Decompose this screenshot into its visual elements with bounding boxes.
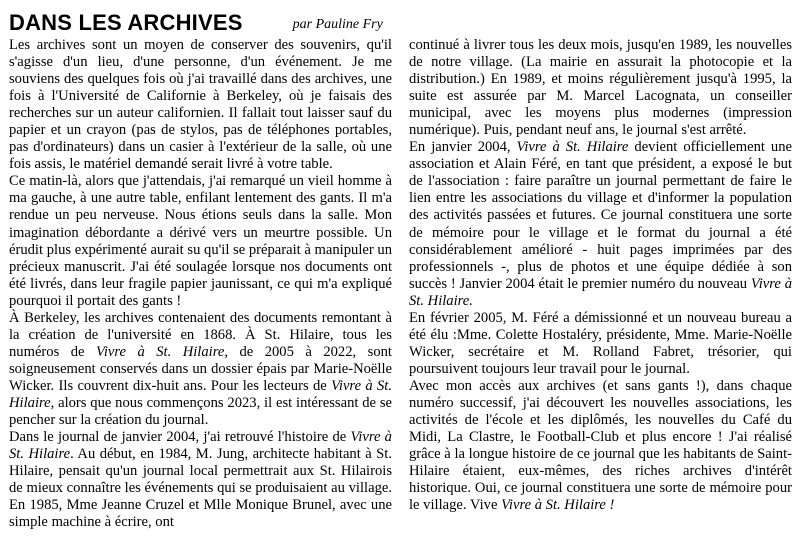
journal-name: Vivre à St. Hilaire xyxy=(516,139,629,156)
text-run: Dans le journal de janvier 2004, j'ai retrouvé l'histoire de xyxy=(9,429,351,446)
text-run: . Au début, en 1984, M. Jung, architecte habitant à St. Hilaire, pensait qu'un journal local permettrait aux St. Hilairois de mieux connaître les événements qui se produisaient au village. En 1985, Mme Jeanne Cruzel et Mlle Monique Brunel, avec une simple machine à écrire, ont xyxy=(9,446,393,531)
text-run: , alors que nous commençons 2023, il est intéressant de se pencher sur la création du journal. xyxy=(9,394,392,429)
right-column xyxy=(409,37,792,514)
text-run: devient officiellement une association et Alain Féré, en tant que président, a exposé le but de l'association : faire paraître un journal permettant de faire le lien entre les associations du village et d'informer la population des activités passées et futures. Ce journal constituera une sorte de mémoire pour le village et le format du journal a été considérablement amélioré - huit pages imprimées par des professionnels -, plus de photos et une équipe dédiée à son succès ! Janvier 2004 était le premier numéro du nouveau xyxy=(409,139,793,292)
journal-name: Vivre à St. Hilaire, xyxy=(96,343,228,360)
journal-name: Vivre à St. Hilaire xyxy=(9,429,392,463)
journal-name: Vivre à St. Hilaire xyxy=(9,377,392,411)
paragraph-conclusion xyxy=(409,378,792,514)
article-title: DANS LES ARCHIVES xyxy=(9,10,243,35)
paragraph-gloves-story: Ce matin-là, alors que j'attendais, j'ai remarqué un vieil homme à ma gauche, à une autre table, enfilant lentement des gants. Il m'a rendue un peu nerveuse. Nous étions seuls dans la salle. Mon imagination débordante a dérivé vers un meurtre possible. Un érudit plus expérimenté aurait su qu'il se préparait à manipuler un précieux manuscrit. J'ai été soulagée lorsque nos documents ont été livrés, dans leur fragile papier jaunissant, ce qui m'a expliqué pourquoi il portait des gants ! xyxy=(9,173,392,309)
article-author: par Pauline Fry xyxy=(292,17,383,32)
paragraph-archives-intro: Les archives sont un moyen de conserver des souvenirs, qu'il s'agisse d'un lieu, d'une personne, d'un événement. Je me souviens des quelques fois où j'ai travaillé dans des archives, une fois à l'Université de Californie à Berkeley, où je faisais des recherches sur un auteur californien. Il fallait tout laisser sauf du papier et un crayon (pas de stylos, pas de téléphones portables, pas d'ordinateurs) dans un casier à l'extérieur de la salle, où une fois assis, le matériel demandé serait livré à votre table. xyxy=(9,37,392,173)
text-run: Avec mon accès aux archives (et sans gants !), dans chaque numéro successif, j'ai découvert les nouvelles associations, les activités de l'école et les diplômés, les nouvelles du Café du Midi, La Clastre, le Football-Club et plus encore ! J'ai réalisé grâce à la longue histoire de ce journal que les habitants de Saint-Hilaire étaient, eux-mêmes, des riches archives d'intérêt historique. Oui, ce journal constituera une sorte de mémoire pour le village. Vive xyxy=(409,377,792,514)
article-header xyxy=(9,2,383,36)
text-run: À Berkeley, les archives contenaient des documents remontant à la création de l'université en 1868. À St. Hilaire, tous les numéros de xyxy=(9,309,392,360)
journal-name: Vivre à St. Hilaire. xyxy=(409,275,792,309)
journal-name: Vivre à St. Hilaire ! xyxy=(501,497,615,514)
text-run: de 2005 à 2022, sont soigneusement conservés dans un dossier épais par Marie-Noëlle Wicker. Ils couvrent dix-huit ans. Pour les lecteurs de xyxy=(9,343,392,394)
text-run: En janvier 2004, xyxy=(409,139,517,156)
paragraph-journal-continuation: continué à livrer tous les deux mois, jusqu'en 1989, les nouvelles de notre village. (La mairie en assurait la photocopie et la distribution.) En 1989, et moins régulièrement jusqu'à 1995, la suite est assurée par M. Marcel Lacognata, un conseiller municipal, avec les moyens plus modernes (impression numérique). Puis, pendant neuf ans, le journal s'est arrêté. xyxy=(409,37,792,139)
left-column xyxy=(9,37,392,531)
paragraph-journal-history xyxy=(9,429,392,531)
paragraph-new-board-2005: En février 2005, M. Féré a démissionné et un nouveau bureau a été élu :Mme. Colette Hostaléry, présidente, Mme. Marie-Noëlle Wicker, secrétaire et M. Rolland Fabret, trésorier, qui poursuivent toujours leur travail pour le journal. xyxy=(409,309,792,377)
paragraph-association-2004 xyxy=(409,139,792,309)
paragraph-berkeley-archives xyxy=(9,310,392,429)
